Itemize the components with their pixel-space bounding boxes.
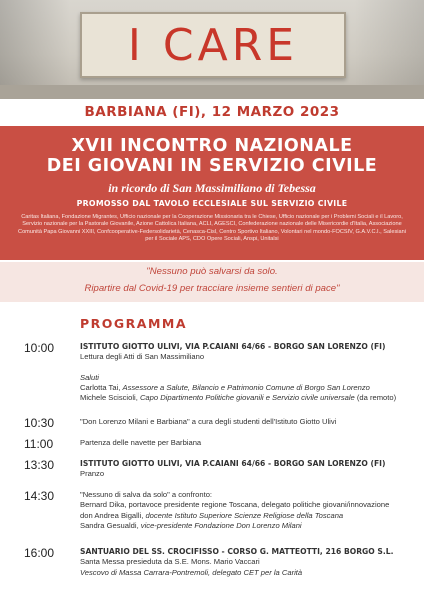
schedule-time: 14:30: [24, 489, 55, 503]
speaker-name: don Andrea Bigalli,: [80, 510, 146, 520]
i-care-sign: [80, 12, 346, 78]
schedule-line: Pranzo: [80, 469, 105, 479]
quote-line1: "Nessuno può salvarsi da solo.: [146, 266, 278, 277]
schedule-time: 11:00: [24, 437, 54, 451]
schedule-line: "Don Lorenzo Milani e Barbiana" a cura degli studenti dell'Istituto Giotto Ulivi: [80, 417, 337, 426]
programma-heading: PROGRAMMA: [80, 316, 188, 331]
schedule-time: 13:30: [24, 458, 55, 472]
schedule-time: 16:00: [24, 546, 55, 560]
schedule-line: Vescovo di Massa Carrara-Pontremoli, delegato CET per la Carità: [80, 567, 303, 577]
event-subtitle: in ricordo di San Massimiliano di Tebessa: [108, 181, 316, 195]
speaker-name: Carlotta Tai,: [80, 382, 123, 392]
schedule-venue: ISTITUTO GIOTTO ULIVI, VIA P.CAIANI 64/66 - BORGO SAN LORENZO (FI): [80, 342, 386, 351]
spacer: [80, 363, 414, 373]
event-title-line1: XVII INCONTRO NAZIONALE: [71, 136, 353, 156]
schedule-content: [80, 490, 414, 531]
speaker-role: docente Istituto Superiore Scienze Religiose della Toscana: [145, 510, 344, 520]
saluto-line: [80, 393, 414, 403]
schedule-line: [80, 511, 414, 521]
schedule-line: Santa Messa presieduta da S.E. Mons. Mario Vaccari: [80, 557, 260, 567]
schedule-line: [80, 521, 414, 531]
schedule-line: "Nessuno di salva da solo" a confronto:: [80, 490, 213, 499]
door-sill: [0, 85, 424, 99]
speaker-role: vice-presidente Fondazione Don Lorenzo Milani: [140, 520, 302, 530]
schedule-content: [80, 417, 414, 427]
schedule-content: [80, 342, 414, 403]
title-band: [0, 126, 424, 260]
schedule-content: [80, 547, 414, 578]
quote-box: [0, 262, 424, 302]
schedule-venue: ISTITUTO GIOTTO ULIVI, VIA P.CAIANI 64/66 - BORGO SAN LORENZO (FI): [80, 459, 386, 468]
event-date-location: BARBIANA (FI), 12 MARZO 2023: [84, 104, 340, 120]
header-photo: [0, 0, 424, 99]
schedule-time: 10:30: [24, 416, 55, 430]
sign-text: I CARE: [127, 19, 299, 71]
schedule-content: [80, 459, 414, 480]
speaker-role: Assessore a Salute, Bilancio e Patrimonio Comune di Borgo San Lorenzo: [122, 382, 370, 392]
promoted-by: PROMOSSO DAL TAVOLO ECCLESIALE SUL SERVIZIO CIVILE: [76, 199, 348, 208]
schedule-content: [80, 438, 414, 448]
speaker-name: Sandra Gesualdi,: [80, 520, 141, 530]
schedule-line: Lettura degli Atti di San Massimiliano: [80, 352, 205, 362]
schedule-venue: SANTUARIO DEL SS. CROCIFISSO - CORSO G. MATTEOTTI, 216 BORGO S.L.: [80, 547, 394, 556]
speaker-role: Capo Dipartimento Politiche giovanili e Servizio civile universale: [139, 393, 355, 403]
saluti-label: Saluti: [80, 372, 99, 382]
saluto-line: [80, 383, 414, 393]
schedule-line: Partenza delle navette per Barbiana: [80, 438, 202, 447]
speaker-note: (da remoto): [354, 393, 397, 403]
speaker-name: Michele Sciscioli,: [80, 393, 140, 403]
schedule-line: Bernard Dika, portavoce presidente regione Toscana, delegato politiche giovani/innovazione: [80, 500, 390, 510]
event-title-line2: DEI GIOVANI IN SERVIZIO CIVILE: [46, 156, 378, 176]
schedule-time: 10:00: [24, 341, 55, 355]
quote-line2: Ripartire dal Covid-19 per tracciare insieme sentieri di pace": [84, 283, 340, 294]
organizations-list: Caritas Italiana, Fondazione Migrantes, Ufficio nazionale per la Cooperazione Missionaria tra le Chiese, Ufficio nazionale per i Problemi Sociali e il Lavoro, Servizio nazionale per la Pastorale Giovanile, Azione Cattolica Italiana, ACLI, AGESCI, Confederazione nazionale delle Misericordie d'Italia, Associazione Comunità Papa Giovanni XXIII, Confcooperative-Federsolidarietà, Cenasca-Cisl, Centro Sportivo Italiano, Volontari nel mondo-FOCSIV, G.A.V.C.I., Salesiani per il Sociale APS, CDO Opere Sociali, Anspi, Unitalsi: [18, 214, 406, 242]
